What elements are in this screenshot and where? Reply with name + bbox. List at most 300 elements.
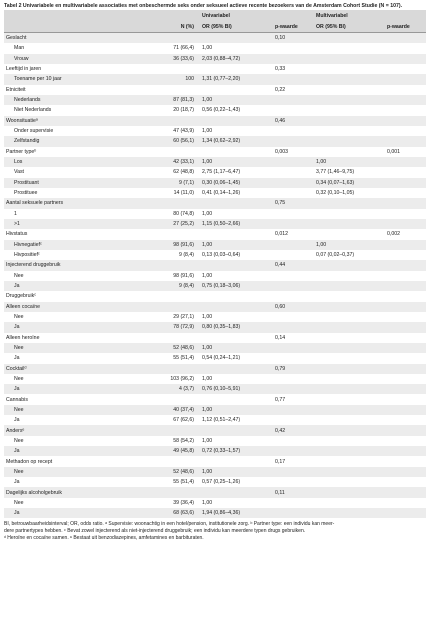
- cell-or-multi: 0,34 (0,07–1,63): [314, 178, 385, 188]
- cell-or-multi: [314, 405, 385, 415]
- cell-p-uni: [273, 240, 314, 250]
- cell-or-uni: 1,00: [200, 43, 273, 53]
- cell-p-multi: [385, 178, 426, 188]
- cell-n: [128, 260, 200, 270]
- cell-or-multi: [314, 487, 385, 497]
- table-row: [4, 240, 426, 250]
- row-label: Nee: [4, 343, 128, 353]
- table-row: [4, 167, 426, 177]
- cell-or-multi: 3,77 (1,46–9,75): [314, 167, 385, 177]
- cell-p-multi: [385, 188, 426, 198]
- cell-p-multi: [385, 333, 426, 343]
- cell-n: 42 (33,1): [128, 157, 200, 167]
- cell-p-uni: [273, 353, 314, 363]
- cell-or-multi: [314, 116, 385, 126]
- row-label: Partner typeᵇ: [4, 147, 128, 157]
- cell-p-multi: [385, 456, 426, 466]
- row-label: Alleen cocaïne: [4, 302, 128, 312]
- cell-or-uni: [200, 260, 273, 270]
- cell-or-uni: 1,00: [200, 209, 273, 219]
- cell-n: 98 (91,6): [128, 240, 200, 250]
- row-label: Hivnegatiefᶜ: [4, 240, 128, 250]
- cell-or-uni: 1,31 (0,77–2,20): [200, 74, 273, 84]
- row-label: Prostituee: [4, 188, 128, 198]
- row-label: Hivstatus: [4, 229, 128, 239]
- cell-or-multi: [314, 425, 385, 435]
- cell-p-multi: [385, 126, 426, 136]
- row-label: Nee: [4, 271, 128, 281]
- cell-p-uni: [273, 384, 314, 394]
- cell-or-uni: 0,72 (0,33–1,57): [200, 446, 273, 456]
- cell-or-uni: 2,03 (0,88–4,72): [200, 54, 273, 64]
- cell-n: [128, 394, 200, 404]
- row-label: Injecterend druggebruik: [4, 260, 128, 270]
- row-label: Niet Nederlands: [4, 105, 128, 115]
- cell-or-multi: [314, 364, 385, 374]
- cell-or-multi: [314, 446, 385, 456]
- cell-or-uni: [200, 229, 273, 239]
- cell-or-uni: 1,00: [200, 343, 273, 353]
- cell-p-multi: [385, 384, 426, 394]
- row-label: Ja: [4, 508, 128, 518]
- cell-or-uni: [200, 364, 273, 374]
- cell-p-uni: [273, 126, 314, 136]
- cell-n: [128, 302, 200, 312]
- cell-p-uni: [273, 415, 314, 425]
- cell-or-uni: [200, 425, 273, 435]
- row-label: Dagelijks alcoholgebruik: [4, 487, 128, 497]
- table-row: [4, 291, 426, 301]
- cell-or-uni: 1,94 (0,86–4,36): [200, 508, 273, 518]
- cell-n: 55 (51,4): [128, 353, 200, 363]
- table-row: [4, 105, 426, 115]
- cell-n: 55 (51,4): [128, 477, 200, 487]
- row-label: Woonsituatieᵃ: [4, 116, 128, 126]
- row-label: >1: [4, 219, 128, 229]
- cell-or-uni: 1,00: [200, 467, 273, 477]
- cell-n: 103 (96,2): [128, 374, 200, 384]
- row-label: Ja: [4, 477, 128, 487]
- cell-n: [128, 364, 200, 374]
- cell-or-multi: [314, 271, 385, 281]
- cell-p-uni: [273, 281, 314, 291]
- table-row: [4, 302, 426, 312]
- table-row: [4, 178, 426, 188]
- cell-or-uni: 0,76 (0,10–5,91): [200, 384, 273, 394]
- table-row: [4, 219, 426, 229]
- cell-or-uni: 1,12 (0,51–2,47): [200, 415, 273, 425]
- cell-n: [128, 333, 200, 343]
- cell-p-uni: [273, 374, 314, 384]
- cell-p-multi: [385, 467, 426, 477]
- cell-p-uni: 0,33: [273, 64, 314, 74]
- table-row: [4, 95, 426, 105]
- table-row: [4, 85, 426, 95]
- footnote-line: ᵈ Heroïne en cocaïne samen. ᵉ Bestaat uit benzodiazepines, amfetamines en barbituraten.: [4, 534, 204, 541]
- cell-p-uni: 0,11: [273, 487, 314, 497]
- cell-p-multi: [385, 405, 426, 415]
- cell-p-multi: [385, 374, 426, 384]
- cell-or-uni: 0,56 (0,22–1,43): [200, 105, 273, 115]
- cell-p-multi: 0,002: [385, 229, 426, 239]
- cell-or-multi: [314, 43, 385, 53]
- cell-p-multi: [385, 446, 426, 456]
- table-row: [4, 322, 426, 332]
- cell-p-multi: [385, 85, 426, 95]
- cell-p-uni: 0,003: [273, 147, 314, 157]
- cell-p-uni: [273, 250, 314, 260]
- cell-or-uni: [200, 291, 273, 301]
- cell-n: 29 (27,1): [128, 312, 200, 322]
- cell-n: 47 (43,9): [128, 126, 200, 136]
- row-label: Druggebruikᶜ: [4, 291, 128, 301]
- row-label: Nederlands: [4, 95, 128, 105]
- cell-or-uni: 1,00: [200, 498, 273, 508]
- cell-p-uni: [273, 291, 314, 301]
- table-row: [4, 394, 426, 404]
- cell-p-uni: 0,44: [273, 260, 314, 270]
- cell-or-multi: [314, 95, 385, 105]
- cell-p-uni: 0,14: [273, 333, 314, 343]
- table-row: [4, 467, 426, 477]
- cell-or-uni: 1,00: [200, 271, 273, 281]
- cell-n: 78 (72,9): [128, 322, 200, 332]
- row-label: Nee: [4, 467, 128, 477]
- table-row: [4, 260, 426, 270]
- cell-p-multi: [385, 64, 426, 74]
- cell-or-multi: [314, 219, 385, 229]
- table-row: [4, 54, 426, 64]
- cell-n: 52 (48,6): [128, 343, 200, 353]
- row-label: Hivpositiefᶜ: [4, 250, 128, 260]
- cell-or-uni: [200, 198, 273, 208]
- cell-n: 80 (74,8): [128, 209, 200, 219]
- cell-n: [128, 456, 200, 466]
- cell-p-uni: [273, 436, 314, 446]
- cell-p-uni: [273, 188, 314, 198]
- row-label: Ja: [4, 384, 128, 394]
- cell-p-multi: [385, 95, 426, 105]
- cell-p-multi: [385, 364, 426, 374]
- cell-or-multi: [314, 74, 385, 84]
- cell-p-multi: [385, 281, 426, 291]
- row-label: Nee: [4, 405, 128, 415]
- cell-or-uni: 1,00: [200, 157, 273, 167]
- row-label: Man: [4, 43, 128, 53]
- table-row: [4, 312, 426, 322]
- cell-or-multi: [314, 322, 385, 332]
- cell-n: 100: [128, 74, 200, 84]
- header-n: N (%): [128, 21, 200, 33]
- cell-or-uni: 2,75 (1,17–6,47): [200, 167, 273, 177]
- cell-or-multi: 1,00: [314, 157, 385, 167]
- row-label: Aantal seksuele partners: [4, 198, 128, 208]
- row-label: Onder supervisie: [4, 126, 128, 136]
- cell-or-multi: [314, 126, 385, 136]
- header-row-columns: [4, 21, 426, 33]
- cell-p-uni: [273, 136, 314, 146]
- cell-or-multi: [314, 209, 385, 219]
- cell-p-uni: [273, 105, 314, 115]
- table-row: [4, 74, 426, 84]
- cell-n: [128, 64, 200, 74]
- cell-p-uni: 0,77: [273, 394, 314, 404]
- footnotes: [4, 521, 426, 541]
- cell-or-multi: [314, 343, 385, 353]
- cell-n: 9 (7,1): [128, 178, 200, 188]
- cell-n: 98 (91,6): [128, 271, 200, 281]
- row-label: 1: [4, 209, 128, 219]
- table-row: [4, 456, 426, 466]
- table-row: [4, 281, 426, 291]
- cell-p-multi: [385, 508, 426, 518]
- cell-p-multi: [385, 54, 426, 64]
- header-p-uni: p-waarde: [273, 21, 314, 33]
- cell-or-multi: [314, 105, 385, 115]
- cell-or-uni: 1,00: [200, 126, 273, 136]
- cell-p-multi: [385, 425, 426, 435]
- cell-n: 9 (8,4): [128, 250, 200, 260]
- row-label: Cocktailᵈ: [4, 364, 128, 374]
- cell-p-uni: [273, 508, 314, 518]
- cell-n: 27 (25,2): [128, 219, 200, 229]
- cell-or-uni: 0,80 (0,35–1,83): [200, 322, 273, 332]
- cell-or-multi: [314, 229, 385, 239]
- table-row: [4, 353, 426, 363]
- cell-p-uni: 0,75: [273, 198, 314, 208]
- table-row: [4, 147, 426, 157]
- cell-n: 71 (66,4): [128, 43, 200, 53]
- cell-n: [128, 85, 200, 95]
- cell-or-multi: [314, 498, 385, 508]
- table-row: [4, 446, 426, 456]
- cell-n: 20 (18,7): [128, 105, 200, 115]
- cell-or-multi: [314, 33, 385, 44]
- table-row: [4, 188, 426, 198]
- cell-p-multi: [385, 353, 426, 363]
- table-row: [4, 436, 426, 446]
- cell-or-uni: [200, 302, 273, 312]
- table-row: [4, 43, 426, 53]
- cell-p-uni: 0,79: [273, 364, 314, 374]
- cell-or-uni: [200, 33, 273, 44]
- cell-p-multi: [385, 271, 426, 281]
- row-label: Ja: [4, 353, 128, 363]
- table-row: [4, 157, 426, 167]
- row-label: Ja: [4, 281, 128, 291]
- cell-or-multi: [314, 54, 385, 64]
- cell-p-uni: [273, 446, 314, 456]
- cell-or-uni: 1,00: [200, 374, 273, 384]
- header-blank: [128, 10, 200, 21]
- header-p-multi: p-waarde: [385, 21, 426, 33]
- cell-p-multi: [385, 105, 426, 115]
- cell-p-multi: [385, 250, 426, 260]
- header-blank: [273, 10, 314, 21]
- cell-or-uni: 0,75 (0,18–3,06): [200, 281, 273, 291]
- table-row: [4, 333, 426, 343]
- footnote-line: BI, betrouwbaarheidsinterval; OR, odds ratio. ᵃ Supervisie: woonachtig in een hotel/pension, institutionele zorg. ᵇ Partner type: een individu kan meer-: [4, 521, 335, 528]
- cell-p-multi: [385, 219, 426, 229]
- row-label: Etniciteit: [4, 85, 128, 95]
- cell-p-multi: [385, 43, 426, 53]
- cell-or-multi: [314, 85, 385, 95]
- table-row: [4, 136, 426, 146]
- cell-or-uni: 1,00: [200, 312, 273, 322]
- cell-n: 60 (56,1): [128, 136, 200, 146]
- header-blank: [4, 21, 128, 33]
- table-row: [4, 250, 426, 260]
- cell-p-multi: [385, 322, 426, 332]
- cell-n: 87 (81,3): [128, 95, 200, 105]
- row-label: Nee: [4, 498, 128, 508]
- cell-n: 4 (3,7): [128, 384, 200, 394]
- cell-or-multi: 1,00: [314, 240, 385, 250]
- cell-or-uni: [200, 456, 273, 466]
- cell-p-multi: 0,001: [385, 147, 426, 157]
- cell-n: 36 (33,6): [128, 54, 200, 64]
- cell-or-uni: [200, 64, 273, 74]
- table-body: [4, 33, 426, 519]
- table-row: [4, 126, 426, 136]
- cell-n: 62 (48,8): [128, 167, 200, 177]
- table-row: [4, 229, 426, 239]
- cell-p-uni: 0,17: [273, 456, 314, 466]
- header-or-multi: OR (95% BI): [314, 21, 385, 33]
- cell-or-multi: [314, 394, 385, 404]
- cell-p-uni: [273, 74, 314, 84]
- cell-p-uni: [273, 343, 314, 353]
- cell-p-uni: [273, 209, 314, 219]
- cell-p-uni: [273, 477, 314, 487]
- table-row: [4, 498, 426, 508]
- cell-or-uni: [200, 116, 273, 126]
- cell-or-multi: [314, 467, 385, 477]
- cell-p-multi: [385, 291, 426, 301]
- cell-p-multi: [385, 116, 426, 126]
- cell-n: 58 (54,2): [128, 436, 200, 446]
- cell-p-uni: 0,012: [273, 229, 314, 239]
- row-label: Leeftijd in jaren: [4, 64, 128, 74]
- cell-n: [128, 33, 200, 44]
- cell-p-multi: [385, 136, 426, 146]
- cell-or-multi: [314, 136, 385, 146]
- cell-or-multi: [314, 147, 385, 157]
- header-or-uni: OR (95% BI): [200, 21, 273, 33]
- cell-or-uni: 0,13 (0,03–0,64): [200, 250, 273, 260]
- cell-p-uni: [273, 467, 314, 477]
- cell-p-uni: [273, 498, 314, 508]
- header-blank: [385, 10, 426, 21]
- cell-p-uni: 0,46: [273, 116, 314, 126]
- table-row: [4, 425, 426, 435]
- cell-n: 9 (8,4): [128, 281, 200, 291]
- row-label: Nee: [4, 312, 128, 322]
- row-label: Vrouw: [4, 54, 128, 64]
- cell-or-uni: [200, 333, 273, 343]
- cell-p-uni: [273, 54, 314, 64]
- footnote-line: dere partnertypes hebben. ᶜ Bevat zowel injecterend als niet-injecterend druggebruik; een individu kan meerdere typen drugs gebruiken.: [4, 528, 306, 535]
- cell-or-uni: 1,15 (0,50–2,66): [200, 219, 273, 229]
- cell-or-multi: [314, 436, 385, 446]
- table-row: [4, 209, 426, 219]
- cell-or-uni: 1,00: [200, 95, 273, 105]
- cell-or-multi: [314, 415, 385, 425]
- cell-or-multi: [314, 312, 385, 322]
- cell-n: [128, 198, 200, 208]
- table-row: [4, 487, 426, 497]
- cell-or-uni: [200, 85, 273, 95]
- row-label: Ja: [4, 415, 128, 425]
- cell-n: 68 (63,6): [128, 508, 200, 518]
- cell-or-uni: 1,00: [200, 240, 273, 250]
- cell-p-multi: [385, 167, 426, 177]
- cell-n: 52 (48,6): [128, 467, 200, 477]
- cell-or-multi: 0,07 (0,02–0,37): [314, 250, 385, 260]
- table-row: [4, 343, 426, 353]
- cell-or-uni: 1,34 (0,62–2,92): [200, 136, 273, 146]
- cell-p-uni: [273, 219, 314, 229]
- cell-p-uni: [273, 43, 314, 53]
- cell-or-uni: 0,57 (0,25–1,26): [200, 477, 273, 487]
- cell-or-uni: [200, 147, 273, 157]
- cell-or-uni: [200, 487, 273, 497]
- cell-p-multi: [385, 312, 426, 322]
- cell-n: 39 (36,4): [128, 498, 200, 508]
- cell-p-uni: [273, 322, 314, 332]
- table-caption: Tabel 2 Univariabele en multivariabele associaties met onbeschermde seks onder seksueel actieve recente bezoekers van de Amsterdam Cohort Studie (N = 107).: [4, 3, 403, 9]
- cell-p-uni: 0,42: [273, 425, 314, 435]
- cell-p-multi: [385, 394, 426, 404]
- row-label: Nee: [4, 436, 128, 446]
- cell-p-multi: [385, 157, 426, 167]
- cell-p-uni: 0,60: [273, 302, 314, 312]
- cell-p-multi: [385, 260, 426, 270]
- row-label: Los: [4, 157, 128, 167]
- cell-p-uni: [273, 312, 314, 322]
- cell-or-multi: [314, 477, 385, 487]
- cell-p-multi: [385, 302, 426, 312]
- table-row: [4, 384, 426, 394]
- table-row: [4, 33, 426, 44]
- cell-n: [128, 487, 200, 497]
- cell-p-multi: [385, 436, 426, 446]
- row-label: Toename per 10 jaar: [4, 74, 128, 84]
- cell-or-multi: [314, 281, 385, 291]
- cell-n: [128, 229, 200, 239]
- row-label: Prostituant: [4, 178, 128, 188]
- cell-n: [128, 291, 200, 301]
- row-label: Methadon op recept: [4, 456, 128, 466]
- cell-n: [128, 147, 200, 157]
- cell-p-multi: [385, 477, 426, 487]
- cell-or-multi: [314, 353, 385, 363]
- cell-or-multi: [314, 508, 385, 518]
- cell-or-uni: 1,00: [200, 405, 273, 415]
- cell-p-uni: [273, 271, 314, 281]
- row-label: Ja: [4, 446, 128, 456]
- cell-or-multi: [314, 291, 385, 301]
- table-row: [4, 64, 426, 74]
- cell-p-uni: 0,22: [273, 85, 314, 95]
- results-table: [4, 10, 426, 518]
- cell-n: 67 (62,6): [128, 415, 200, 425]
- table-row: [4, 271, 426, 281]
- table-row: [4, 198, 426, 208]
- table-row: [4, 508, 426, 518]
- row-label: Nee: [4, 374, 128, 384]
- cell-p-multi: [385, 209, 426, 219]
